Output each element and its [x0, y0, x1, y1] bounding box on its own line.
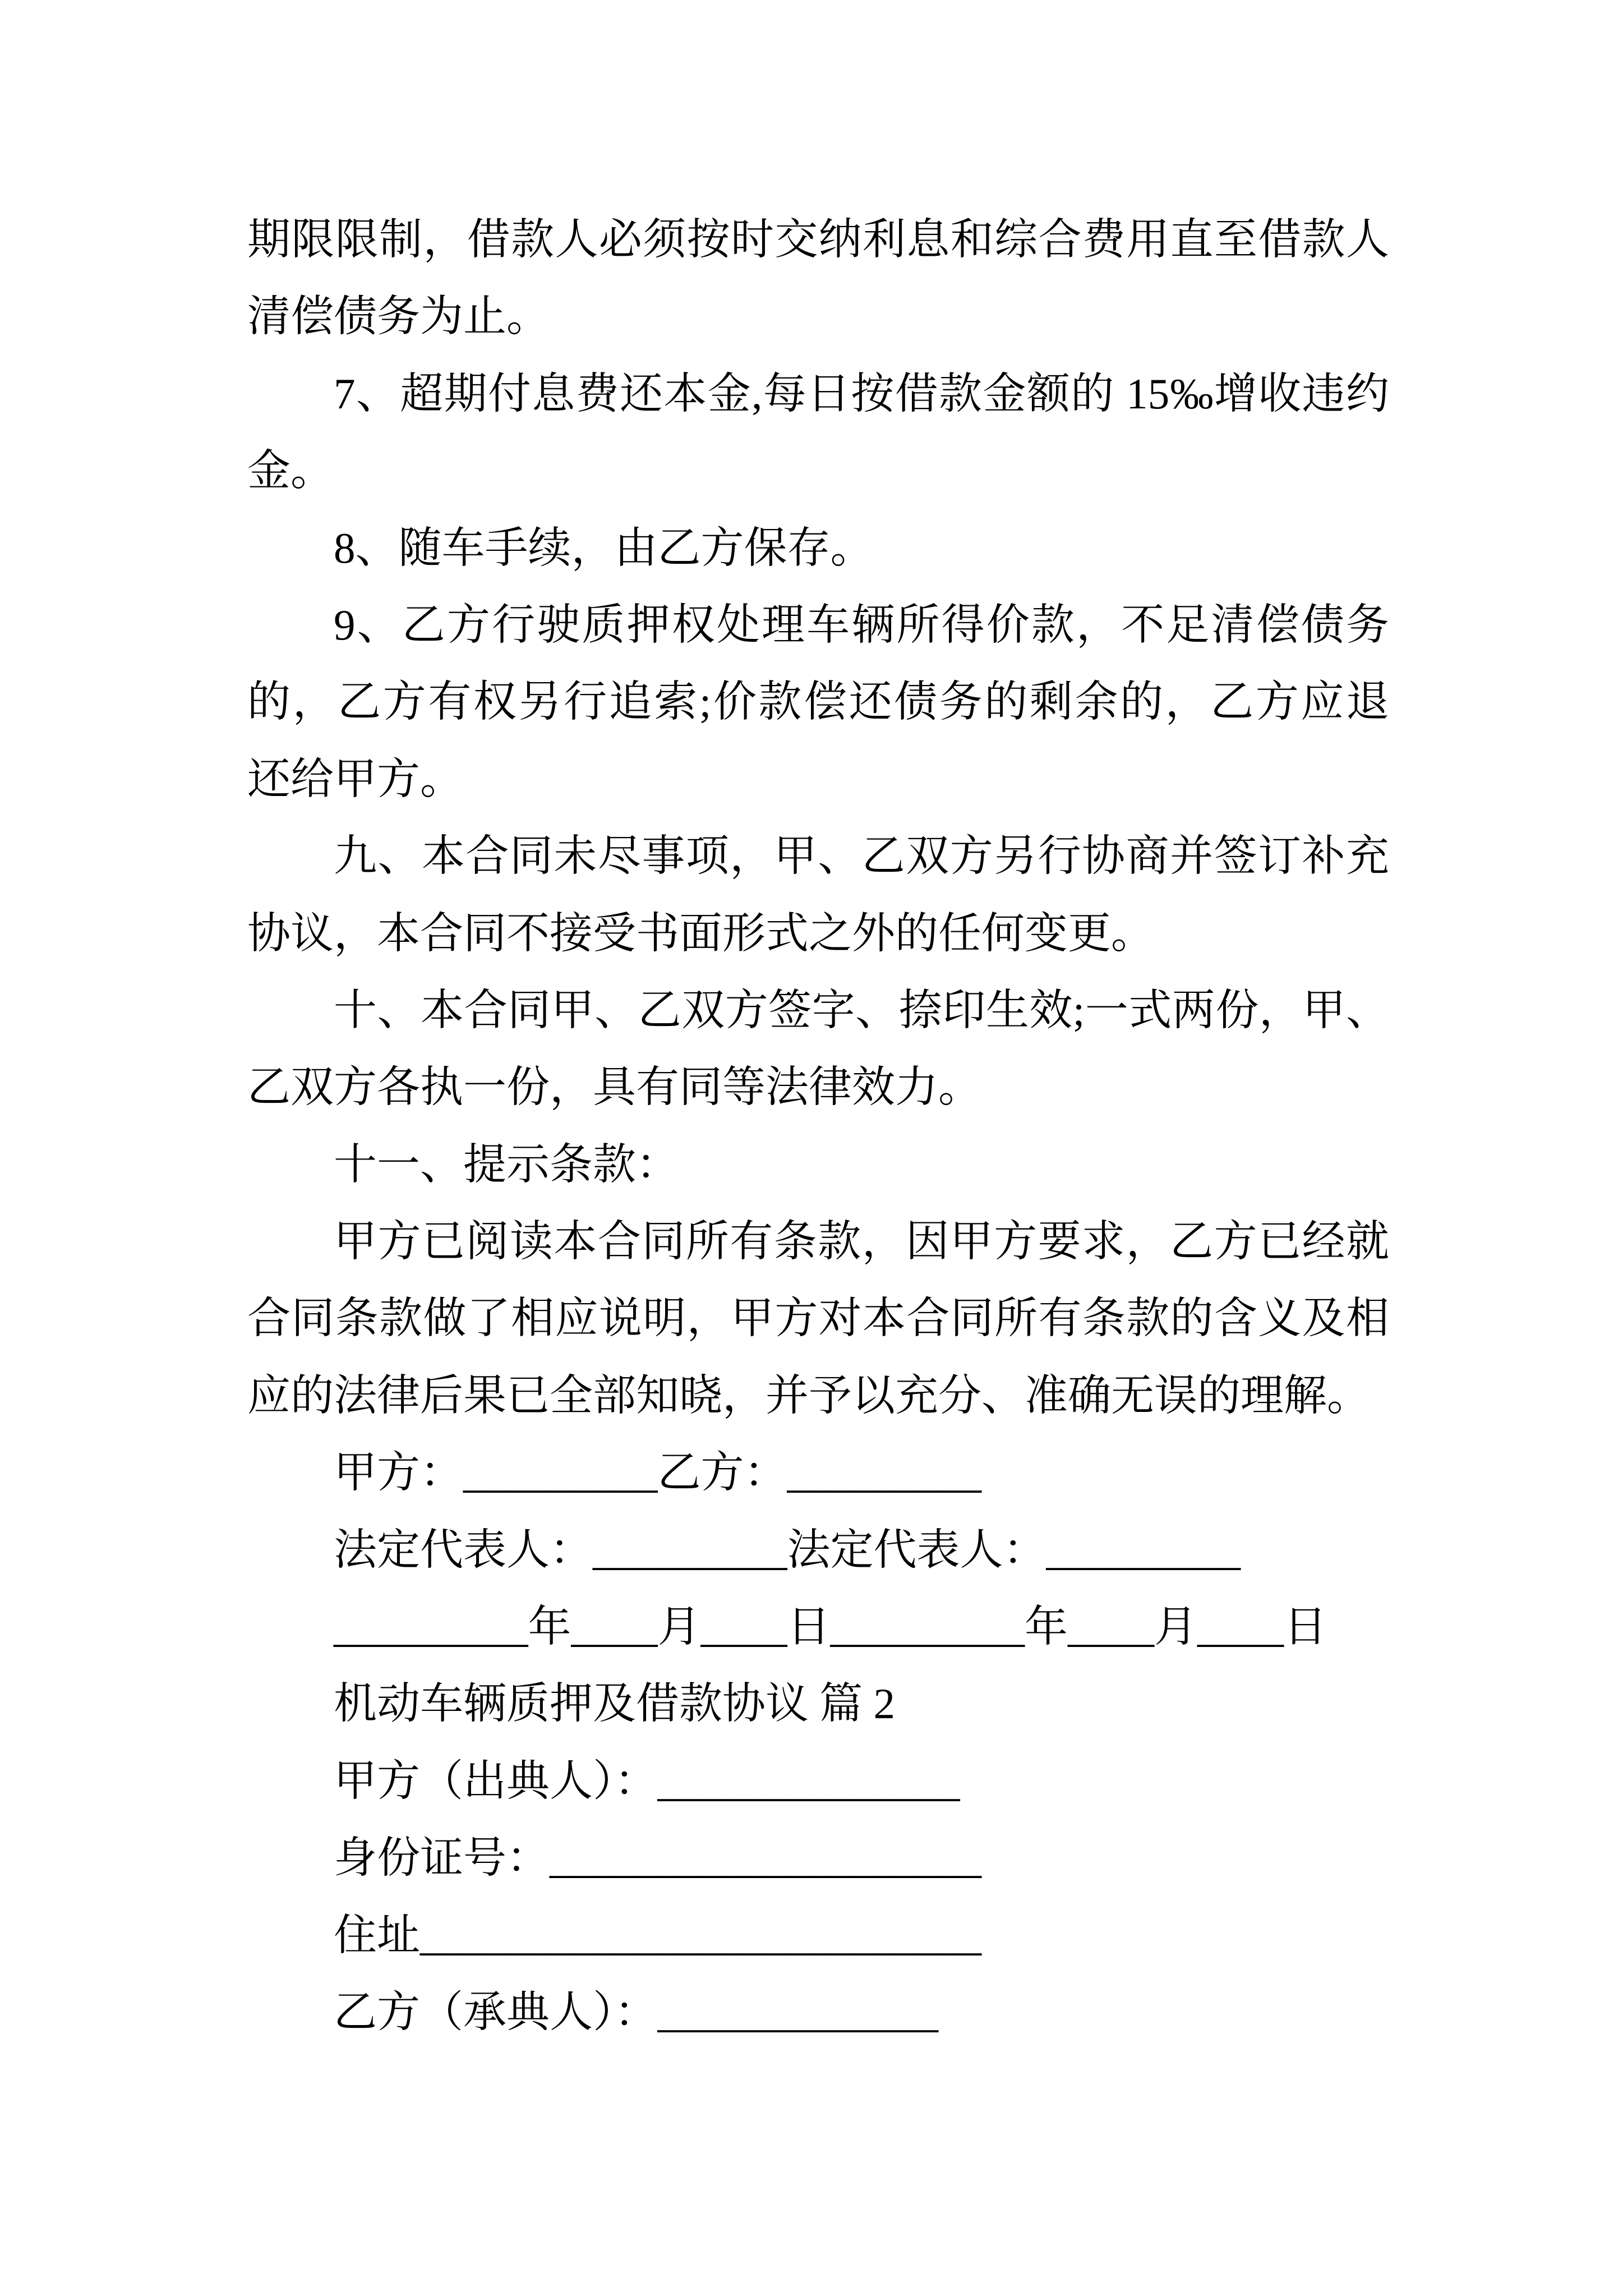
article-10 — [247, 972, 1389, 1126]
clause-7 — [247, 356, 1389, 510]
paragraph-line: 十、本合同甲、乙双方签字、捺印生效;一式两份，甲、 — [334, 986, 1389, 1034]
paragraph-line: 的，乙方有权另行追索;价款偿还债务的剩余的，乙方应退 — [247, 678, 1389, 726]
paragraph-line: 合同条款做了相应说明，甲方对本合同所有条款的含义及相 — [247, 1294, 1389, 1343]
notice-paragraph — [247, 1203, 1389, 1434]
signature-dates: _________年____月____日_________年____月____日 — [334, 1603, 1327, 1651]
section-2-heading: 机动车辆质押及借款协议 篇 2 — [334, 1680, 895, 1728]
clause-8 — [247, 510, 1389, 587]
paragraph-line: 协议，本合同不接受书面形式之外的任何变更。 — [247, 909, 1154, 958]
paragraph-line: 7、超期付息费还本金,每日按借款金额的 15‰增收违约 — [334, 369, 1389, 418]
signature-parties: 甲方：_________乙方：_________ — [334, 1448, 981, 1497]
document-body — [247, 201, 1389, 2051]
paragraph-line: 九、本合同未尽事项，甲、乙双方另行协商并签订补充 — [334, 832, 1389, 881]
paragraph-line: 8、随车手续，由乙方保存。 — [334, 523, 874, 572]
field-id-number: 身份证号：____________________ — [334, 1834, 981, 1883]
article-11-heading — [247, 1126, 1389, 1203]
paragraph-line: 甲方已阅读本合同所有条款，因甲方要求，乙方已经就 — [334, 1217, 1389, 1266]
clause-6-continuation — [247, 201, 1389, 356]
article-9 — [247, 818, 1389, 972]
signature-block — [247, 1434, 1389, 1665]
paragraph-line: 乙双方各执一份，具有同等法律效力。 — [247, 1063, 981, 1112]
signature-representatives: 法定代表人：_________法定代表人：_________ — [334, 1525, 1241, 1574]
paragraph-line: 期限限制，借款人必须按时交纳利息和综合费用直至借款人 — [247, 215, 1389, 264]
field-address: 住址__________________________ — [334, 1911, 981, 1959]
field-party-b: 乙方（承典人）：_____________ — [334, 1987, 938, 2036]
paragraph-line: 十一、提示条款： — [334, 1140, 679, 1189]
paragraph-line: 9、乙方行驶质押权处理车辆所得价款，不足清偿债务 — [334, 600, 1389, 649]
paragraph-line: 清偿债务为止。 — [247, 292, 550, 341]
paragraph-line: 应的法律后果已全部知晓，并予以充分、准确无误的理解。 — [247, 1371, 1370, 1420]
field-party-a: 甲方（出典人）：______________ — [334, 1756, 960, 1805]
paragraph-line: 还给甲方。 — [247, 754, 463, 803]
section-2 — [247, 1665, 1389, 2051]
paragraph-line: 金。 — [247, 447, 334, 495]
clause-9 — [247, 587, 1389, 818]
